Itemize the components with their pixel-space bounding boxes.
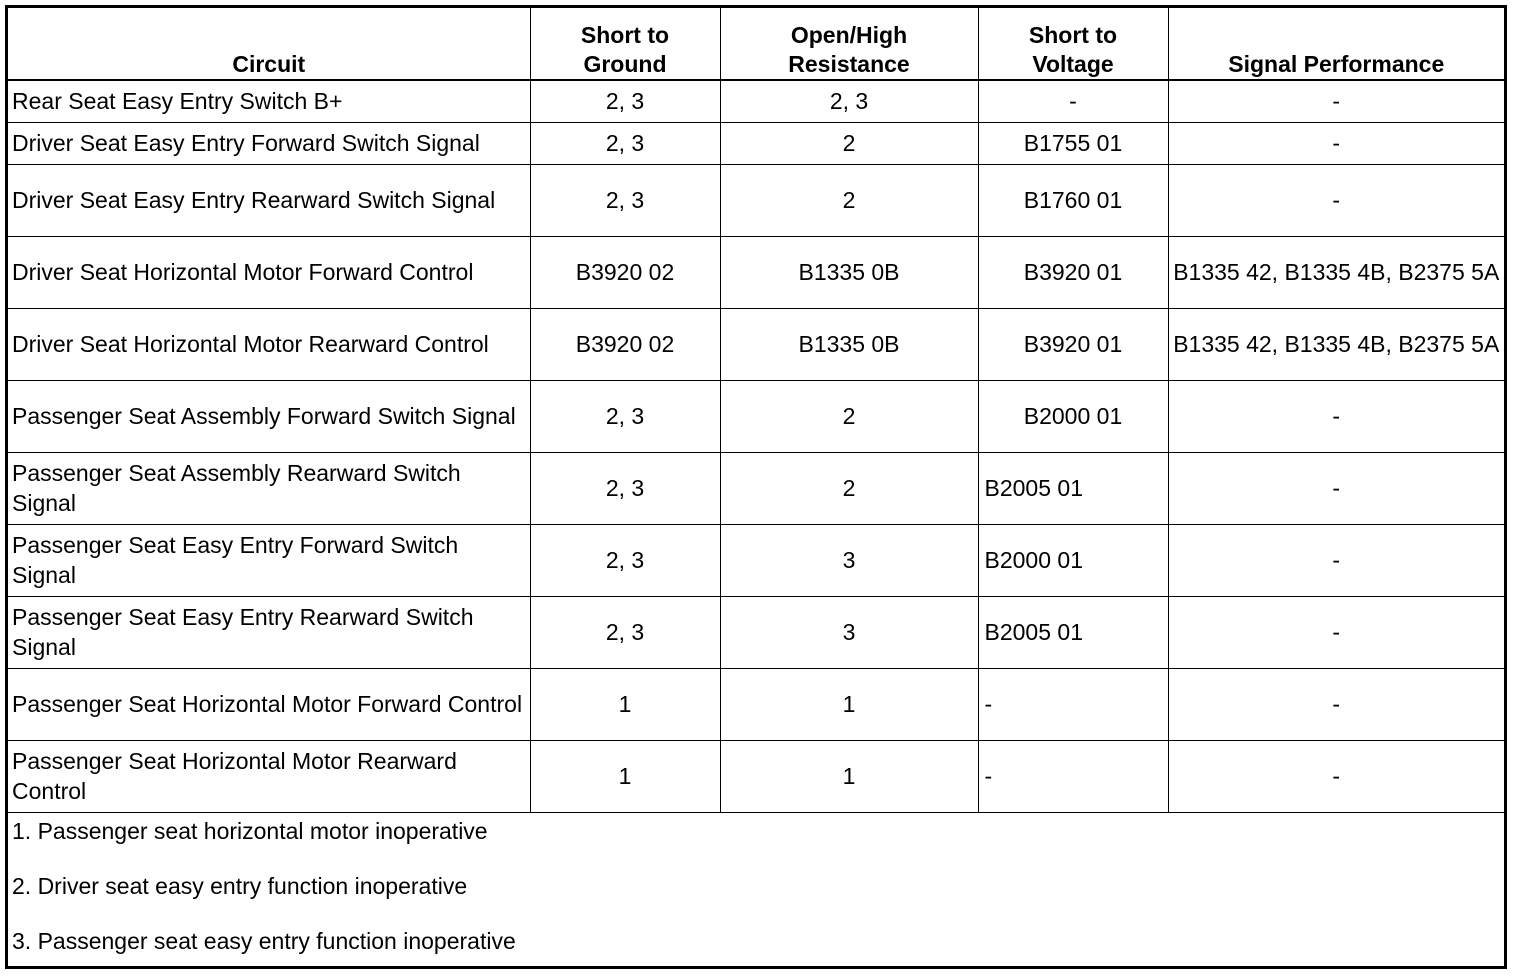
table-row xyxy=(8,236,1504,308)
cell-signal-performance: - xyxy=(1168,80,1504,122)
header-signal-performance: Signal Performance xyxy=(1168,8,1504,80)
table-row xyxy=(8,740,1504,812)
cell-signal-performance: - xyxy=(1168,452,1504,524)
cell-short-to-voltage: B2000 01 xyxy=(978,524,1168,596)
cell-short-to-ground: 2, 3 xyxy=(530,380,720,452)
cell-open-high-resistance: 3 xyxy=(720,596,978,668)
table-row xyxy=(8,668,1504,740)
cell-circuit: Passenger Seat Horizontal Motor Forward Control xyxy=(8,668,530,740)
cell-short-to-voltage: - xyxy=(978,740,1168,812)
cell-signal-performance: - xyxy=(1168,164,1504,236)
cell-open-high-resistance: B1335 0B xyxy=(720,308,978,380)
cell-signal-performance: B1335 42, B1335 4B, B2375 5A xyxy=(1168,308,1504,380)
cell-circuit: Driver Seat Horizontal Motor Rearward Control xyxy=(8,308,530,380)
cell-short-to-ground: 2, 3 xyxy=(530,80,720,122)
footnotes xyxy=(12,814,1502,979)
header-circuit: Circuit xyxy=(8,8,530,80)
cell-signal-performance: - xyxy=(1168,122,1504,164)
table-row xyxy=(8,596,1504,668)
table-frame xyxy=(5,5,1507,969)
cell-open-high-resistance: 3 xyxy=(720,524,978,596)
cell-open-high-resistance: 1 xyxy=(720,740,978,812)
cell-short-to-voltage: B3920 01 xyxy=(978,308,1168,380)
cell-open-high-resistance: 1 xyxy=(720,668,978,740)
table-row xyxy=(8,452,1504,524)
cell-circuit: Passenger Seat Easy Entry Rearward Switch Signal xyxy=(8,596,530,668)
table-header-row xyxy=(8,8,1504,80)
cell-signal-performance: - xyxy=(1168,740,1504,812)
cell-signal-performance: - xyxy=(1168,668,1504,740)
cell-short-to-ground: 2, 3 xyxy=(530,596,720,668)
cell-circuit: Passenger Seat Assembly Forward Switch Signal xyxy=(8,380,530,452)
cell-short-to-voltage: B2005 01 xyxy=(978,596,1168,668)
cell-circuit: Passenger Seat Easy Entry Forward Switch Signal xyxy=(8,524,530,596)
cell-circuit: Driver Seat Horizontal Motor Forward Control xyxy=(8,236,530,308)
cell-circuit: Passenger Seat Horizontal Motor Rearward Control xyxy=(8,740,530,812)
cell-short-to-ground: 2, 3 xyxy=(530,164,720,236)
cell-signal-performance: B1335 42, B1335 4B, B2375 5A xyxy=(1168,236,1504,308)
cell-short-to-ground: 1 xyxy=(530,668,720,740)
cell-short-to-ground: B3920 02 xyxy=(530,308,720,380)
cell-signal-performance: - xyxy=(1168,524,1504,596)
table-row xyxy=(8,122,1504,164)
table-row xyxy=(8,380,1504,452)
table-row xyxy=(8,164,1504,236)
circuit-fault-table xyxy=(8,8,1504,813)
cell-open-high-resistance: 2 xyxy=(720,164,978,236)
footnote-3: 3. Passenger seat easy entry function inoperative xyxy=(12,928,516,954)
table-row xyxy=(8,308,1504,380)
cell-open-high-resistance: 2 xyxy=(720,380,978,452)
footnote-1: 1. Passenger seat horizontal motor inoperative xyxy=(12,818,488,844)
table-row xyxy=(8,524,1504,596)
cell-short-to-voltage: B2000 01 xyxy=(978,380,1168,452)
cell-circuit: Driver Seat Easy Entry Rearward Switch Signal xyxy=(8,164,530,236)
cell-open-high-resistance: 2, 3 xyxy=(720,80,978,122)
cell-short-to-ground: 1 xyxy=(530,740,720,812)
cell-circuit: Driver Seat Easy Entry Forward Switch Signal xyxy=(8,122,530,164)
cell-short-to-ground: 2, 3 xyxy=(530,524,720,596)
cell-open-high-resistance: 2 xyxy=(720,452,978,524)
cell-short-to-ground: 2, 3 xyxy=(530,122,720,164)
cell-short-to-voltage: B1755 01 xyxy=(978,122,1168,164)
header-open-high-resistance: Open/High Resistance xyxy=(720,8,978,80)
header-short-to-voltage: Short to Voltage xyxy=(978,8,1168,80)
cell-short-to-voltage: - xyxy=(978,80,1168,122)
cell-open-high-resistance: B1335 0B xyxy=(720,236,978,308)
cell-signal-performance: - xyxy=(1168,380,1504,452)
footnote-2: 2. Driver seat easy entry function inoperative xyxy=(12,873,468,899)
table-row xyxy=(8,80,1504,122)
cell-open-high-resistance: 2 xyxy=(720,122,978,164)
cell-circuit: Rear Seat Easy Entry Switch B+ xyxy=(8,80,530,122)
cell-short-to-voltage: B3920 01 xyxy=(978,236,1168,308)
cell-short-to-voltage: - xyxy=(978,668,1168,740)
cell-short-to-ground: 2, 3 xyxy=(530,452,720,524)
cell-short-to-voltage: B1760 01 xyxy=(978,164,1168,236)
header-short-to-ground: Short to Ground xyxy=(530,8,720,80)
cell-circuit: Passenger Seat Assembly Rearward Switch Signal xyxy=(8,452,530,524)
cell-signal-performance: - xyxy=(1168,596,1504,668)
cell-short-to-ground: B3920 02 xyxy=(530,236,720,308)
cell-short-to-voltage: B2005 01 xyxy=(978,452,1168,524)
